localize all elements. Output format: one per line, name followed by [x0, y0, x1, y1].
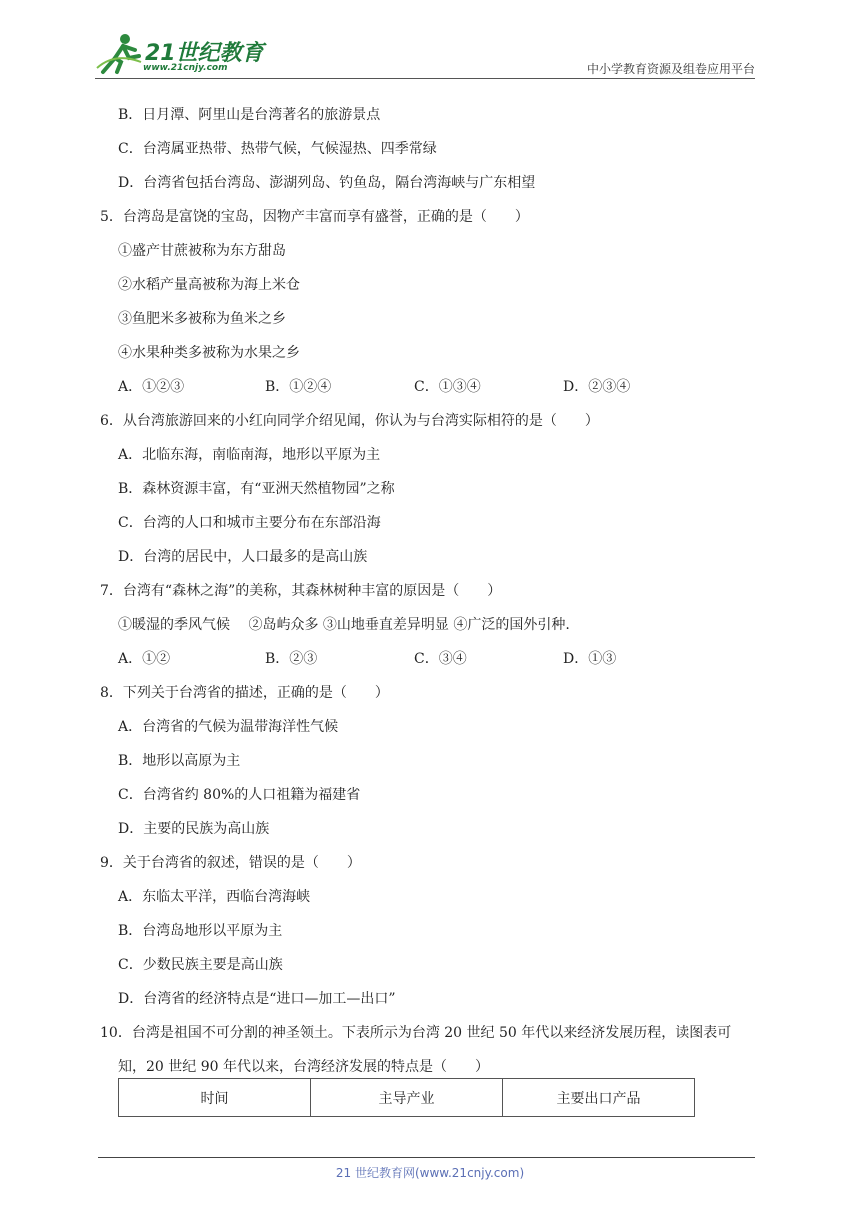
text-line: A．东临太平洋，西临台湾海峡 [118, 889, 311, 905]
economy-table [118, 1078, 695, 1117]
option-a: A．①②③ [118, 379, 185, 395]
page-header [95, 32, 755, 78]
option-b: B．①②④ [265, 379, 332, 395]
text-line: C．台湾省约 80%的人口祖籍为福建省 [118, 787, 361, 803]
table-header-cell: 时间 [119, 1079, 311, 1117]
platform-title: 中小学教育资源及组卷应用平台 [586, 62, 755, 76]
table-header-row [119, 1079, 695, 1117]
text-line: B．日月潭、阿里山是台湾著名的旅游景点 [118, 107, 381, 123]
text-line: D．台湾省包括台湾岛、澎湖列岛、钓鱼岛，隔台湾海峡与广东相望 [118, 175, 536, 191]
question-9: 9．关于台湾省的叙述，错误的是（ ） [100, 855, 361, 871]
q7-options [0, 649, 860, 669]
text-line: D．台湾省的经济特点是“进口—加工—出口” [118, 991, 396, 1007]
option-c: C．③④ [414, 651, 467, 667]
logo-text: 21世纪教育 [145, 41, 264, 66]
text-line: A．北临东海，南临南海，地形以平原为主 [118, 447, 381, 463]
option-d: D．②③④ [563, 379, 631, 395]
text-line: ②水稻产量高被称为海上米仓 [118, 277, 300, 293]
question-10: 10．台湾是祖国不可分割的神圣领土。下表所示为台湾 20 世纪 50 年代以来经济发展历程，读图表可 [100, 1025, 732, 1041]
runner-icon [95, 32, 145, 76]
text-line: B．台湾岛地形以平原为主 [118, 923, 283, 939]
option-a: A．①② [118, 651, 171, 667]
text-line: C．台湾属亚热带、热带气候，气候湿热、四季常绿 [118, 141, 437, 157]
text-line: ①盛产甘蔗被称为东方甜岛 [118, 243, 286, 259]
text-line: D．主要的民族为高山族 [118, 821, 270, 837]
option-c: C．①③④ [414, 379, 481, 395]
table-header-cell: 主导产业 [311, 1079, 503, 1117]
text-line: ①暖湿的季风气候 ②岛屿众多 ③山地垂直差异明显 ④广泛的国外引种. [118, 617, 570, 633]
text-line: D．台湾的居民中，人口最多的是高山族 [118, 549, 368, 565]
question-6: 6．从台湾旅游回来的小红向同学介绍见闻，你认为与台湾实际相符的是（ ） [100, 413, 599, 429]
text-line: B．森林资源丰富，有“亚洲天然植物园”之称 [118, 481, 395, 497]
option-b: B．②③ [265, 651, 318, 667]
text-line: ④水果种类多被称为水果之乡 [118, 345, 300, 361]
logo-url: www.21cnjy.com [143, 63, 228, 73]
option-d: D．①③ [563, 651, 617, 667]
table-header-cell: 主要出口产品 [503, 1079, 695, 1117]
question-5: 5．台湾岛是富饶的宝岛，因物产丰富而享有盛誉，正确的是（ ） [100, 209, 529, 225]
header-divider [95, 78, 755, 79]
footer-text: 21 世纪教育网(www.21cnjy.com) [335, 1166, 525, 1180]
footer-divider [98, 1157, 755, 1158]
site-logo [95, 32, 265, 76]
text-line: 知，20 世纪 90 年代以来，台湾经济发展的特点是（ ） [118, 1059, 489, 1075]
text-line: A．台湾省的气候为温带海洋性气候 [118, 719, 339, 735]
text-line: C．少数民族主要是高山族 [118, 957, 283, 973]
question-8: 8．下列关于台湾省的描述，正确的是（ ） [100, 685, 389, 701]
q5-options [0, 377, 860, 397]
text-line: C．台湾的人口和城市主要分布在东部沿海 [118, 515, 381, 531]
text-line: ③鱼肥米多被称为鱼米之乡 [118, 311, 286, 327]
question-7: 7．台湾有“森林之海”的美称，其森林树种丰富的原因是（ ） [100, 583, 502, 599]
text-line: B．地形以高原为主 [118, 753, 241, 769]
